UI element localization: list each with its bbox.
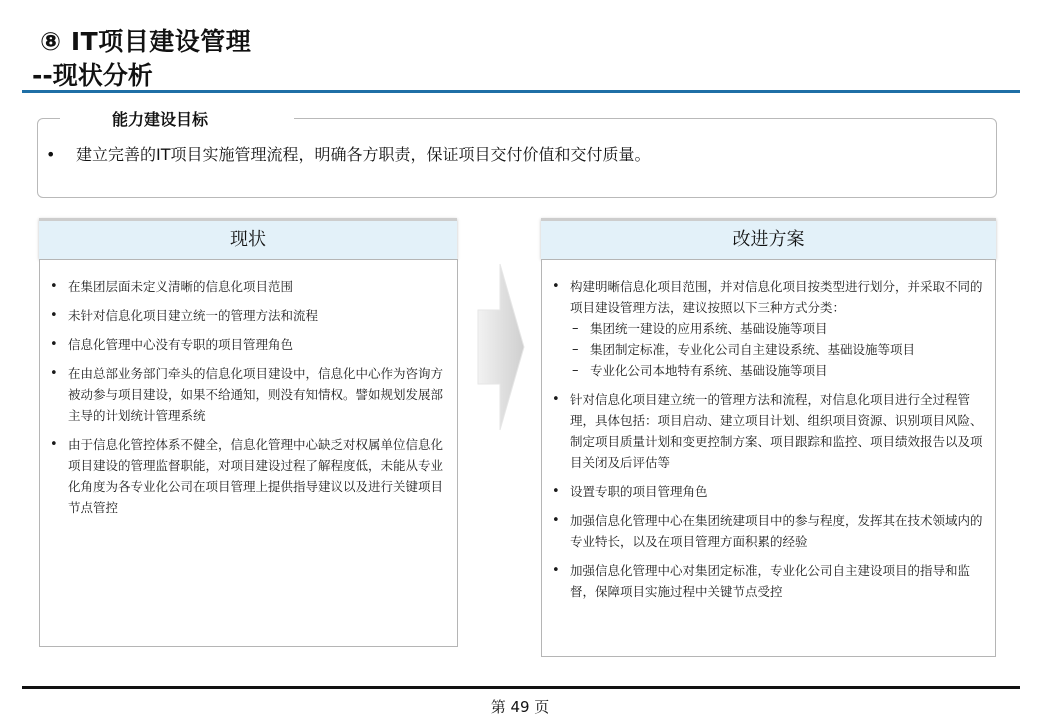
improve-panel-header (541, 218, 996, 259)
goal-statement (46, 142, 651, 165)
page-title: ⑧ IT项目建设管理 (40, 27, 252, 56)
list-item: • 在集团层面未定义清晰的信息化项目范围 (44, 276, 447, 297)
improve-panel-title: 改进方案 (732, 229, 805, 250)
title-divider (22, 90, 1020, 93)
current-panel-title: 现状 (230, 229, 266, 250)
list-item: • 在由总部业务部门牵头的信息化项目建设中，信息化中心作为咨询方被动参与项目建设，如果不给通知，则没有知情权。譬如规划发展部主导的计划统计管理系统 (44, 363, 447, 426)
sub-list-item: – 专业化公司本地特有系统、基础设施等项目 (570, 360, 987, 381)
goal-bullet: • (46, 145, 56, 164)
sub-list (570, 318, 987, 381)
sub-list-item: – 集团统一建设的应用系统、基础设施等项目 (570, 318, 987, 339)
list-item: • 信息化管理中心没有专职的项目管理角色 (44, 334, 447, 355)
page-number: 第 49 页 (490, 698, 550, 716)
footer-divider (22, 686, 1020, 689)
list-item: • 加强信息化管理中心对集团定标准，专业化公司自主建设项目的指导和监督，保障项目实施过程中关键节点受控 (546, 560, 987, 602)
list-item: • 由于信息化管控体系不健全，信息化管理中心缺乏对权属单位信息化项目建设的管理监督职能，对项目建设过程了解程度低，未能从专业化角度为各专业化公司在项目管理上提供指导建议以及进行关键项目节点管控 (44, 434, 447, 518)
list-item: • 未针对信息化项目建立统一的管理方法和流程 (44, 305, 447, 326)
sub-list-item: – 集团制定标准，专业化公司自主建设系统、基础设施等项目 (570, 339, 987, 360)
improve-list (546, 276, 987, 602)
current-list (44, 276, 447, 518)
list-item (546, 276, 987, 381)
right-arrow-icon (476, 262, 526, 432)
list-item: • 加强信息化管理中心在集团统建项目中的参与程度，发挥其在技术领域内的专业特长，以及在项目管理方面积累的经验 (546, 510, 987, 552)
goal-heading-text: 能力建设目标 (112, 110, 209, 129)
goal-statement-text: 建立完善的IT项目实施管理流程，明确各方职责，保证项目交付价值和交付质量。 (76, 145, 651, 164)
goal-heading (60, 107, 294, 130)
current-panel-header (39, 218, 457, 259)
improve-panel-body (541, 259, 996, 657)
current-panel-body (39, 259, 458, 647)
list-item: • 设置专职的项目管理角色 (546, 481, 987, 502)
list-item: • 针对信息化项目建立统一的管理方法和流程，对信息化项目进行全过程管理，具体包括：项目启动、建立项目计划、组织项目资源、识别项目风险、制定项目质量计划和变更控制方案、项目跟踪和监控、项目绩效报告以及项目关闭及后评估等 (546, 389, 987, 473)
list-item-text: 构建明晰信息化项目范围，并对信息化项目按类型进行划分，并采取不同的项目建设管理方法，建议按照以下三种方式分类： (570, 279, 983, 315)
page-subtitle: --现状分析 (32, 61, 153, 90)
